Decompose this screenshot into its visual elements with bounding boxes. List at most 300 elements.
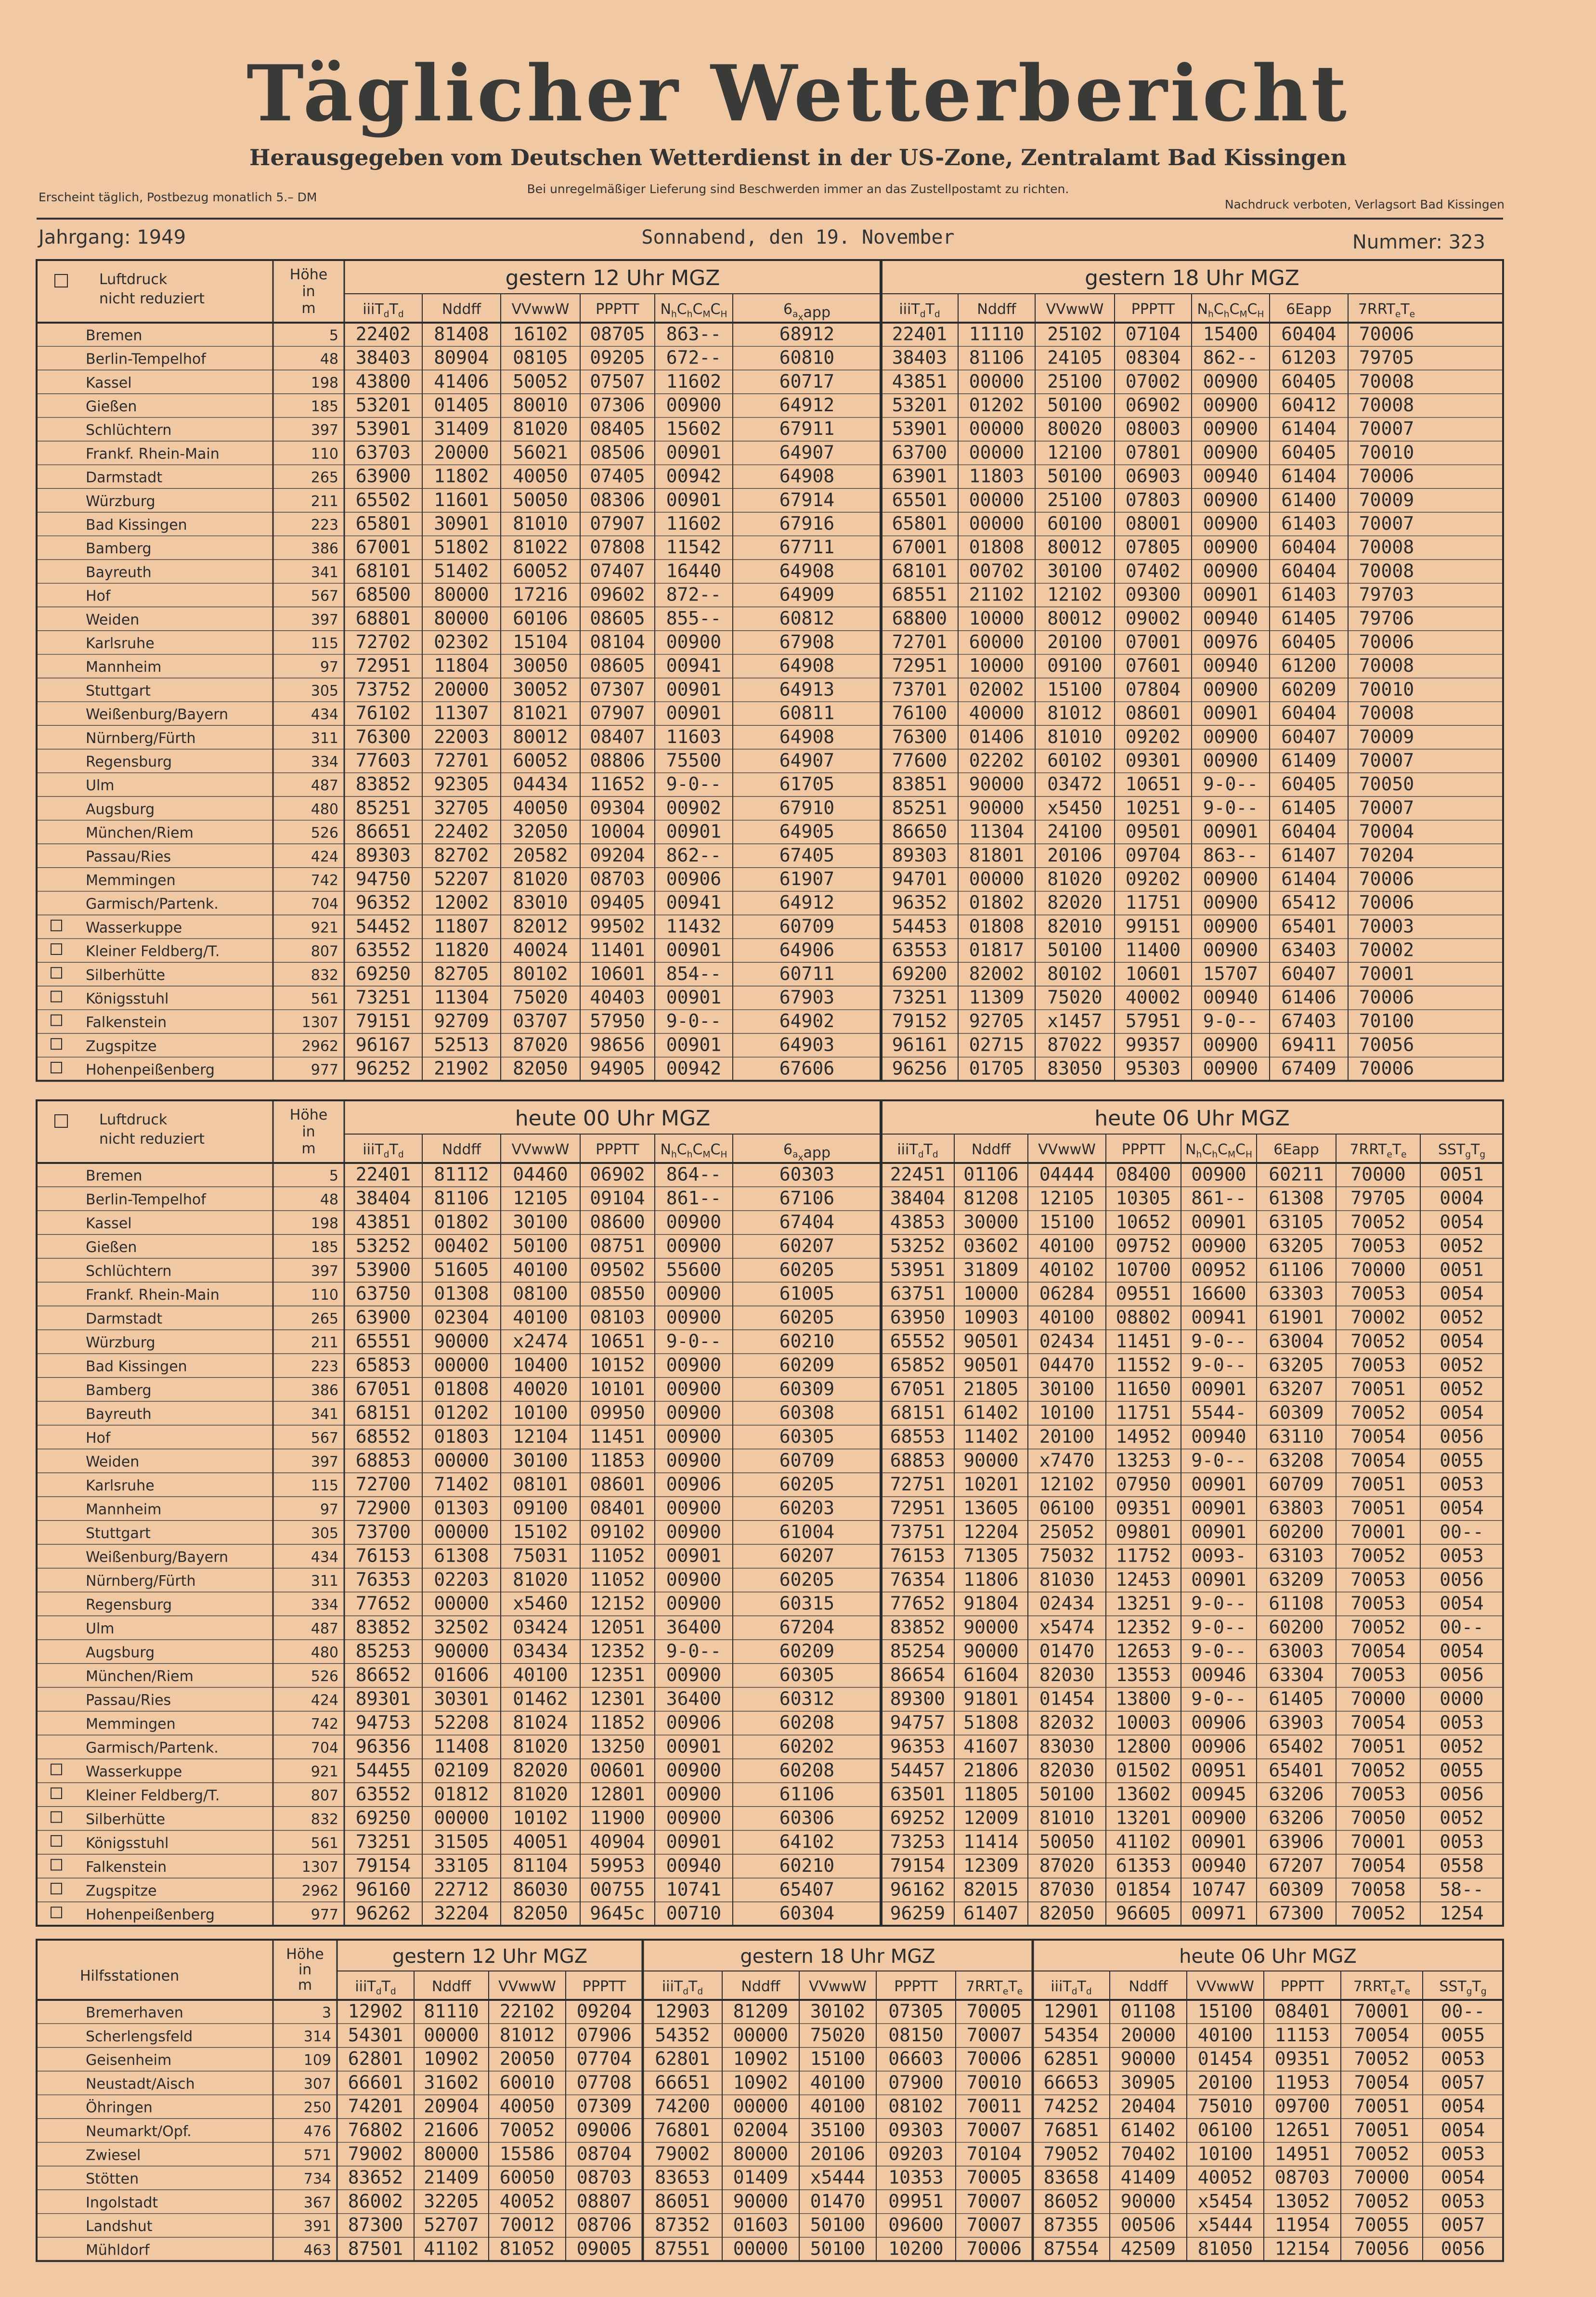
data-value: 10000	[969, 655, 1025, 677]
data-value: 00506	[1120, 2214, 1176, 2236]
station-height: 48	[320, 1191, 338, 1209]
data-value: 65401	[1269, 1760, 1324, 1781]
data-value: 00900	[666, 1760, 722, 1781]
data-value: 60209	[779, 1354, 835, 1376]
data-value: 04444	[1039, 1163, 1095, 1185]
data-value: 82002	[969, 963, 1025, 984]
data-value: 08601	[1125, 702, 1181, 724]
data-value: 0055	[1440, 1760, 1484, 1781]
newspaper-subtitle: Herausgegeben vom Deutschen Wetterdienst in der US-Zone, Zentralamt Bad Kissingen	[249, 144, 1347, 170]
data-value: x7470	[1039, 1449, 1095, 1471]
data-value: 07402	[1125, 560, 1181, 582]
data-value: 00900	[1203, 1034, 1259, 1056]
part2-left-col-header: $N_hC_hC_MC_H$	[660, 1141, 727, 1160]
data-value: 20582	[513, 844, 568, 866]
data-value: 00900	[1203, 370, 1259, 392]
data-value: 00--	[1440, 1617, 1484, 1638]
station-height: 185	[311, 1239, 338, 1256]
data-value: 07507	[590, 370, 645, 392]
station-height: 5	[329, 327, 338, 344]
data-value: 54352	[655, 2024, 710, 2046]
data-value: 67207	[1269, 1855, 1324, 1877]
data-value: 96353	[890, 1736, 946, 1757]
data-value: 32705	[434, 797, 489, 819]
data-value: 63003	[1269, 1640, 1324, 1662]
data-value: 15100	[810, 2048, 866, 2070]
station-name: Weiden	[86, 1453, 140, 1471]
station-name: Weißenburg/Bayern	[86, 1549, 229, 1566]
data-value: x2474	[513, 1331, 568, 1352]
publication-info: Erscheint täglich, Postbezug monatlich 5.– DM	[39, 190, 317, 204]
data-value: 65801	[355, 513, 411, 535]
data-value: 82050	[513, 1903, 568, 1924]
data-value: 15100	[1047, 679, 1103, 700]
data-value: 9-0--	[1191, 1354, 1246, 1376]
data-value: 70052	[1350, 1545, 1406, 1566]
data-value: 25052	[1039, 1521, 1095, 1543]
part1-right-col-header: $7RRT_eT_e$	[1358, 301, 1415, 320]
data-value: 61907	[779, 868, 835, 890]
data-value: 9-0--	[1191, 1688, 1246, 1710]
data-value: 82020	[1047, 892, 1103, 914]
data-value: 76153	[355, 1545, 411, 1566]
data-value: 0056	[1440, 1426, 1484, 1448]
data-value: 00901	[1191, 1569, 1246, 1591]
data-value: 40904	[590, 1831, 645, 1853]
data-value: 89300	[890, 1688, 946, 1710]
station-height: 211	[311, 1334, 338, 1352]
station-height: 567	[311, 1430, 338, 1447]
data-value: 70007	[1359, 513, 1414, 535]
data-value: 9-0--	[666, 773, 722, 795]
station-height: 424	[311, 1692, 338, 1709]
station-name: Augsburg	[86, 1644, 155, 1661]
data-value: 08104	[590, 631, 645, 653]
data-value: 00900	[666, 1402, 722, 1423]
data-value: 96352	[355, 892, 411, 914]
data-value: 81052	[499, 2238, 555, 2259]
part1-hoehe-label: Höhe	[289, 266, 328, 283]
station-name: Karlsruhe	[86, 635, 155, 653]
data-value: 10741	[666, 1879, 722, 1900]
data-value: 12105	[513, 1188, 568, 1209]
data-value: 00900	[666, 1283, 722, 1305]
data-value: 09501	[1125, 821, 1181, 842]
data-value: 31505	[434, 1831, 489, 1853]
data-value: 22102	[499, 2000, 555, 2022]
data-value: 86650	[892, 821, 947, 842]
data-value: 96167	[355, 1034, 411, 1056]
data-value: 02202	[969, 750, 1025, 771]
station-height: 742	[311, 1716, 338, 1733]
data-value: 64909	[779, 584, 835, 605]
data-value: 60202	[779, 1736, 835, 1757]
data-value: 0057	[1440, 2072, 1485, 2093]
data-value: 60812	[779, 607, 835, 629]
data-value: 25100	[1047, 489, 1103, 510]
station-checkbox	[51, 1788, 62, 1799]
data-value: 67910	[779, 797, 835, 819]
data-value: 00000	[424, 2024, 479, 2046]
data-value: 11402	[963, 1426, 1019, 1448]
data-value: 41102	[1116, 1831, 1171, 1853]
data-value: 0051	[1440, 1259, 1484, 1280]
data-value: 08103	[590, 1306, 645, 1328]
data-value: 68552	[355, 1426, 411, 1448]
data-value: 09202	[1125, 726, 1181, 747]
data-value: 63304	[1269, 1664, 1324, 1686]
data-value: 00900	[666, 1497, 722, 1519]
station-height: 115	[311, 635, 338, 653]
data-value: 0054	[1440, 1402, 1484, 1423]
part3-col-header: PPPTT	[894, 1978, 938, 1995]
data-value: 92705	[969, 1010, 1025, 1032]
data-value: 08703	[576, 2166, 632, 2188]
data-value: 08306	[590, 489, 645, 510]
data-value: 77600	[892, 750, 947, 771]
data-value: 70053	[1350, 1592, 1406, 1614]
data-value: 75020	[810, 2024, 866, 2046]
part2-right-col-header: VVwwW	[1038, 1141, 1096, 1158]
station-name: Öhringen	[86, 2099, 153, 2116]
data-value: 00901	[666, 679, 722, 700]
data-value: 00900	[666, 1211, 722, 1233]
data-value: 00900	[666, 1569, 722, 1591]
station-name: Bad Kissingen	[86, 1358, 187, 1375]
data-value: 07950	[1116, 1474, 1171, 1495]
data-value: 0000	[1440, 1688, 1484, 1710]
part3-col-header: $iiiT_dT_d$	[355, 1978, 396, 1997]
data-value: 00000	[733, 2238, 789, 2259]
data-value: 70008	[1359, 702, 1414, 724]
data-value: 69250	[355, 963, 411, 984]
data-value: 08806	[590, 750, 645, 771]
data-value: 11953	[1274, 2072, 1330, 2093]
data-value: 41607	[963, 1736, 1019, 1757]
data-value: 08001	[1125, 513, 1181, 535]
station-height: 480	[311, 801, 338, 818]
data-value: 67711	[779, 536, 835, 558]
data-value: 83030	[1039, 1736, 1095, 1757]
data-value: 08550	[590, 1283, 645, 1305]
data-value: 98656	[590, 1034, 645, 1056]
data-value: 68800	[892, 607, 947, 629]
data-value: 67903	[779, 987, 835, 1008]
station-name: Bamberg	[86, 1382, 152, 1399]
data-value: 10000	[969, 607, 1025, 629]
data-value: 30052	[513, 679, 568, 700]
data-value: 61200	[1281, 655, 1336, 677]
data-value: 70002	[1350, 1306, 1406, 1328]
data-value: 22401	[892, 323, 947, 345]
data-value: 32205	[424, 2190, 479, 2212]
data-value: 86654	[890, 1664, 946, 1686]
data-value: 08703	[590, 868, 645, 890]
data-value: 09304	[590, 797, 645, 819]
data-value: x5444	[810, 2166, 866, 2188]
data-value: 75500	[666, 750, 722, 771]
data-value: 00000	[733, 2024, 789, 2046]
data-value: 67409	[1281, 1057, 1336, 1079]
data-value: 13251	[1116, 1592, 1171, 1614]
data-value: 99151	[1125, 915, 1181, 937]
data-value: 12352	[590, 1640, 645, 1662]
data-value: 65502	[355, 489, 411, 510]
data-value: 03602	[963, 1235, 1019, 1257]
data-value: 0053	[1440, 2143, 1485, 2165]
data-value: 24100	[1047, 821, 1103, 842]
station-height: 397	[311, 422, 338, 439]
station-height: 434	[311, 706, 338, 723]
station-name: Hohenpeißenberg	[86, 1061, 215, 1079]
data-value: 9-0--	[1203, 1010, 1259, 1032]
data-value: 11401	[590, 939, 645, 961]
data-value: 09204	[576, 2000, 632, 2022]
data-value: 855--	[666, 607, 722, 629]
data-value: 63403	[1281, 939, 1336, 961]
data-value: 07808	[590, 536, 645, 558]
data-value: 09303	[888, 2119, 944, 2140]
data-value: 63105	[1269, 1211, 1324, 1233]
data-value: 12152	[590, 1592, 645, 1614]
data-value: 70051	[1350, 1736, 1406, 1757]
data-value: 69411	[1281, 1034, 1336, 1056]
data-value: 82012	[513, 915, 568, 937]
part2-right-col-header: $iiiT_dT_d$	[897, 1141, 938, 1160]
data-value: 74252	[1043, 2095, 1099, 2117]
data-value: 53951	[890, 1259, 946, 1280]
data-value: 00900	[666, 1426, 722, 1448]
data-value: 11552	[1116, 1354, 1171, 1376]
data-value: 76102	[355, 702, 411, 724]
station-height: 48	[320, 351, 338, 368]
data-value: 10902	[424, 2048, 479, 2070]
data-value: 11805	[963, 1783, 1019, 1805]
data-value: 30100	[1039, 1378, 1095, 1400]
data-value: 70006	[1359, 1057, 1414, 1079]
data-value: 72702	[355, 631, 411, 653]
station-checkbox	[51, 1907, 62, 1918]
station-checkbox	[51, 1039, 62, 1049]
data-value: 00901	[1203, 702, 1259, 724]
newspaper-title: Täglicher Wetterbericht	[247, 48, 1349, 139]
data-value: 00900	[666, 1235, 722, 1257]
station-height: 223	[311, 1358, 338, 1375]
data-value: 70010	[1359, 679, 1414, 700]
data-value: 12051	[590, 1617, 645, 1638]
station-name: Mannheim	[86, 1501, 162, 1518]
data-value: 00900	[666, 1378, 722, 1400]
data-value: 00901	[666, 1736, 722, 1757]
station-name: Gießen	[86, 398, 137, 416]
data-value: 09600	[888, 2214, 944, 2236]
issue-date: Sonnabend, den 19. November	[641, 226, 955, 248]
data-value: 63950	[890, 1306, 946, 1328]
data-value: 00900	[666, 1664, 722, 1686]
data-value: 20000	[434, 442, 489, 463]
data-value: 10601	[1125, 963, 1181, 984]
data-value: 79002	[655, 2143, 710, 2165]
data-value: 00945	[1191, 1783, 1246, 1805]
data-value: 11400	[1125, 939, 1181, 961]
part3-g3-title: heute 06 Uhr MGZ	[1179, 1945, 1357, 1968]
data-value: 12901	[1043, 2000, 1099, 2022]
data-value: 79154	[890, 1855, 946, 1877]
data-value: 99357	[1125, 1034, 1181, 1056]
data-value: 09300	[1125, 584, 1181, 605]
data-value: 70051	[1350, 1497, 1406, 1519]
data-value: 00971	[1191, 1903, 1246, 1924]
station-height: 397	[311, 611, 338, 628]
station-name: Neumarkt/Opf.	[86, 2123, 192, 2140]
data-value: 81020	[513, 418, 568, 440]
station-name: Kassel	[86, 1215, 132, 1232]
data-value: 01803	[434, 1426, 489, 1448]
data-value: 09205	[590, 347, 645, 368]
data-value: 06100	[1197, 2119, 1253, 2140]
data-value: 70053	[1350, 1283, 1406, 1305]
station-name: Augsburg	[86, 801, 155, 818]
data-value: 80010	[513, 394, 568, 416]
data-value: 80102	[513, 963, 568, 984]
data-value: 51802	[434, 536, 489, 558]
data-value: 54455	[355, 1760, 411, 1781]
data-value: 60407	[1281, 726, 1336, 747]
data-value: 12002	[434, 892, 489, 914]
data-value: 61404	[1281, 418, 1336, 440]
data-value: 70052	[1354, 2048, 1410, 2070]
data-value: 07804	[1125, 679, 1181, 700]
data-value: 68500	[355, 584, 411, 605]
station-checkbox	[51, 1812, 62, 1822]
station-name: Mühldorf	[86, 2242, 150, 2259]
data-value: 60304	[779, 1903, 835, 1924]
station-height: 305	[311, 682, 338, 700]
data-value: 00901	[1191, 1831, 1246, 1853]
data-value: 0054	[1440, 2119, 1485, 2140]
data-value: 07907	[590, 702, 645, 724]
data-value: 09704	[1125, 844, 1181, 866]
data-value: 68151	[355, 1402, 411, 1423]
data-value: 68551	[892, 584, 947, 605]
data-value: 672--	[666, 347, 722, 368]
data-value: 60203	[779, 1497, 835, 1519]
station-name: Stuttgart	[86, 1525, 151, 1542]
data-value: 53252	[890, 1235, 946, 1257]
data-value: 09100	[1047, 655, 1103, 677]
station-height: 704	[311, 1739, 338, 1757]
data-value: 68101	[892, 560, 947, 582]
data-value: 70008	[1359, 655, 1414, 677]
data-value: 15102	[513, 1521, 568, 1543]
data-value: 68101	[355, 560, 411, 582]
data-value: 80000	[424, 2143, 479, 2165]
data-value: 60717	[779, 370, 835, 392]
data-value: 70053	[1350, 1354, 1406, 1376]
data-value: 94750	[355, 868, 411, 890]
data-value: 70053	[1350, 1664, 1406, 1686]
data-value: 22712	[434, 1879, 489, 1900]
station-name: Hohenpeißenberg	[86, 1906, 215, 1924]
data-value: 20100	[1039, 1426, 1095, 1448]
station-height: 110	[311, 1287, 338, 1304]
data-value: 70007	[1359, 750, 1414, 771]
data-value: 40002	[1125, 987, 1181, 1008]
data-value: 76100	[892, 702, 947, 724]
data-value: 80000	[434, 607, 489, 629]
data-value: 60205	[779, 1474, 835, 1495]
station-height: 386	[311, 540, 338, 558]
data-value: 00900	[1203, 892, 1259, 914]
data-value: 60405	[1281, 631, 1336, 653]
data-value: 68912	[779, 323, 835, 345]
station-name: Mannheim	[86, 659, 162, 676]
part1-left-col-header: Nddff	[441, 301, 481, 318]
data-value: 09005	[576, 2238, 632, 2259]
data-value: 01108	[1120, 2000, 1176, 2022]
data-value: 63901	[892, 465, 947, 487]
data-value: 79154	[355, 1855, 411, 1877]
data-value: 11304	[434, 987, 489, 1008]
part1-station-checkbox	[55, 274, 67, 287]
part1-right-col-header: $N_hC_hC_MC_H$	[1197, 301, 1264, 320]
data-value: 61705	[779, 773, 835, 795]
data-value: 61005	[779, 1283, 835, 1305]
data-value: 70007	[1359, 418, 1414, 440]
data-value: 08807	[576, 2190, 632, 2212]
data-value: 50100	[810, 2238, 866, 2259]
data-value: 40024	[513, 939, 568, 961]
data-value: 70056	[1354, 2238, 1410, 2259]
data-value: 70052	[1350, 1331, 1406, 1352]
data-value: 9-0--	[1191, 1331, 1246, 1352]
data-value: 50100	[810, 2214, 866, 2236]
data-value: 90501	[963, 1331, 1019, 1352]
data-value: 50100	[513, 1235, 568, 1257]
data-value: 63206	[1269, 1783, 1324, 1805]
data-value: 71305	[963, 1545, 1019, 1566]
data-value: 80102	[1047, 963, 1103, 984]
data-value: 85254	[890, 1640, 946, 1662]
data-value: 0055	[1440, 2024, 1485, 2046]
data-value: 10902	[733, 2048, 789, 2070]
data-value: 90000	[434, 1331, 489, 1352]
data-value: 09351	[1274, 2048, 1330, 2070]
part2-left-col-header: VVwwW	[511, 1141, 570, 1158]
data-value: 60205	[779, 1569, 835, 1591]
station-name: Falkenstein	[86, 1859, 167, 1876]
data-value: 09502	[590, 1259, 645, 1280]
data-value: 96161	[892, 1034, 947, 1056]
data-value: 58--	[1440, 1879, 1484, 1900]
data-value: 66651	[655, 2072, 710, 2093]
data-value: 00901	[666, 987, 722, 1008]
data-value: 10000	[963, 1283, 1019, 1305]
station-name: Silberhütte	[86, 966, 166, 984]
data-value: 70052	[1350, 1903, 1406, 1924]
part3-col-header: $7RRT_eT_e$	[1353, 1978, 1411, 1997]
data-value: 83653	[655, 2166, 710, 2188]
data-value: 85253	[355, 1640, 411, 1662]
data-value: 30905	[1120, 2072, 1176, 2093]
data-value: 85251	[892, 797, 947, 819]
data-value: 00901	[666, 442, 722, 463]
station-checkbox	[51, 1883, 62, 1894]
data-value: 9-0--	[666, 1640, 722, 1662]
data-value: 07900	[888, 2072, 944, 2093]
data-value: 80012	[1047, 536, 1103, 558]
data-value: 83658	[1043, 2166, 1099, 2188]
